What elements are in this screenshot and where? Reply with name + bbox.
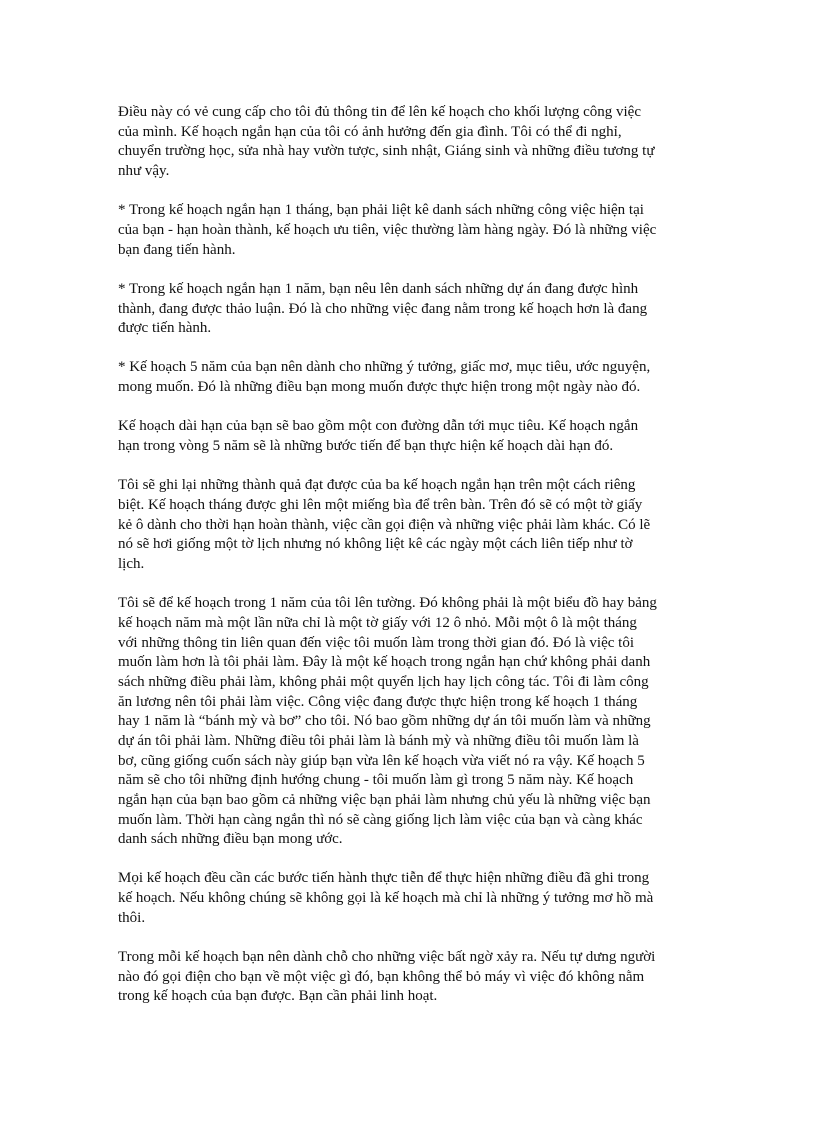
- text-line: biệt. Kế hoạch tháng được ghi lên một miếng bìa để trên bàn. Trên đó sẽ có một tờ giấy: [118, 497, 643, 514]
- text-line: trong kế hoạch của bạn được. Bạn cần phải linh hoạt.: [118, 988, 438, 1005]
- text-line: muốn làm hơn là tôi phải làm. Đây là một kế hoạch trong ngắn hạn chứ không phải danh: [118, 654, 651, 671]
- text-line: mong muốn. Đó là những điều bạn mong muốn được thực hiện trong một ngày nào đó.: [118, 379, 641, 396]
- text-line: kẻ ô dành cho thời hạn hoàn thành, việc cần gọi điện và những việc phải làm khác. Có lẽ: [118, 516, 651, 533]
- paragraph: [118, 869, 708, 928]
- text-line: Tôi sẽ ghi lại những thành quả đạt được của ba kế hoạch ngắn hạn trên một cách riêng: [118, 477, 636, 494]
- text-line: ngắn hạn của bạn bao gồm cả những việc bạn phải làm nhưng chủ yếu là những việc bạn: [118, 791, 651, 808]
- text-line: * Trong kế hoạch ngắn hạn 1 tháng, bạn phải liệt kê danh sách những công việc hiện tại: [118, 202, 644, 219]
- text-line: như vậy.: [118, 162, 170, 179]
- paragraph: [118, 417, 708, 456]
- text-line: lịch.: [118, 556, 145, 573]
- paragraph: [118, 280, 708, 339]
- text-line: nó sẽ hơi giống một tờ lịch nhưng nó không liệt kê các ngày một cách liên tiếp như tờ: [118, 536, 633, 553]
- text-line: danh sách những điều bạn mong ước.: [118, 831, 343, 848]
- text-line: bạn đang tiến hành.: [118, 241, 236, 258]
- text-line: * Trong kế hoạch ngắn hạn 1 năm, bạn nêu lên danh sách những dự án đang được hình: [118, 280, 639, 297]
- paragraph: [118, 948, 708, 1007]
- paragraph: [118, 594, 708, 850]
- text-line: Tôi sẽ để kế hoạch trong 1 năm của tôi lên tường. Đó không phải là một biểu đồ hay bảng: [118, 595, 657, 612]
- paragraph: [118, 201, 708, 260]
- text-line: dự án tôi phải làm. Những điều tôi phải làm là bánh mỳ và những điều tôi muốn làm là: [118, 732, 639, 749]
- text-line: được tiến hành.: [118, 320, 212, 337]
- text-line: Kế hoạch dài hạn của bạn sẽ bao gồm một con đường dẫn tới mục tiêu. Kế hoạch ngắn: [118, 418, 639, 435]
- text-line: thôi.: [118, 909, 146, 926]
- text-line: Trong mỗi kế hoạch bạn nên dành chỗ cho những việc bất ngờ xảy ra. Nếu tự dưng người: [118, 949, 656, 966]
- paragraph: [118, 103, 708, 182]
- text-line: năm sẽ cho tôi những định hướng chung - tôi muốn làm gì trong 5 năm này. Kế hoạch: [118, 772, 634, 789]
- text-line: của bạn - hạn hoàn thành, kế hoạch ưu tiên, việc thường làm hàng ngày. Đó là những việc: [118, 221, 657, 238]
- text-line: bơ, cũng giống cuốn sách này giúp bạn vừa lên kế hoạch vừa viết nó ra vậy. Kế hoạch 5: [118, 752, 645, 769]
- document-page: [118, 103, 708, 1027]
- text-line: ăn lương nên tôi phải làm việc. Công việc đang được thực hiện trong kế hoạch 1 tháng: [118, 693, 638, 710]
- paragraph: [118, 476, 708, 574]
- text-line: hay 1 năm là “bánh mỳ và bơ” cho tôi. Nó bao gồm những dự án tôi muốn làm và những: [118, 713, 651, 730]
- text-line: sách những điều phải làm, không phải một quyển lịch hay lịch công tác. Tôi đi làm công: [118, 673, 649, 690]
- text-line: thành, đang được thảo luận. Đó là cho những việc đang nằm trong kế hoạch hơn là đang: [118, 300, 648, 317]
- text-line: chuyển trường học, sửa nhà hay vườn tược, sinh nhật, Giáng sinh và những điều tương tự: [118, 143, 655, 160]
- text-line: nào đó gọi điện cho bạn về một việc gì đó, bạn không thể bỏ máy vì việc đó không nằm: [118, 968, 645, 985]
- text-line: của mình. Kế hoạch ngắn hạn của tôi có ảnh hưởng đến gia đình. Tôi có thể đi nghỉ,: [118, 123, 622, 140]
- paragraph: [118, 358, 708, 397]
- text-line: với những thông tin liên quan đến việc tôi muốn làm trong thời gian đó. Đó là việc tôi: [118, 634, 634, 651]
- text-line: kế hoạch. Nếu không chúng sẽ không gọi là kế hoạch mà chỉ là những ý tưởng mơ hồ mà: [118, 890, 654, 907]
- text-line: hạn trong vòng 5 năm sẽ là những bước tiến để bạn thực hiện kế hoạch dài hạn đó.: [118, 438, 614, 455]
- text-line: Điều này có vẻ cung cấp cho tôi đủ thông tin để lên kế hoạch cho khối lượng công việc: [118, 104, 642, 120]
- text-line: Mọi kế hoạch đều cần các bước tiến hành thực tiễn để thực hiện những điều đã ghi trong: [118, 870, 650, 887]
- text-line: kế hoạch năm mà một lần nữa chỉ là một tờ giấy với 12 ô nhỏ. Mỗi một ô là một tháng: [118, 614, 637, 631]
- text-line: * Kế hoạch 5 năm của bạn nên dành cho những ý tưởng, giấc mơ, mục tiêu, ước nguyện,: [118, 359, 651, 376]
- text-line: muốn làm. Thời hạn càng ngắn thì nó sẽ càng giống lịch làm việc của bạn và càng khác: [118, 811, 643, 828]
